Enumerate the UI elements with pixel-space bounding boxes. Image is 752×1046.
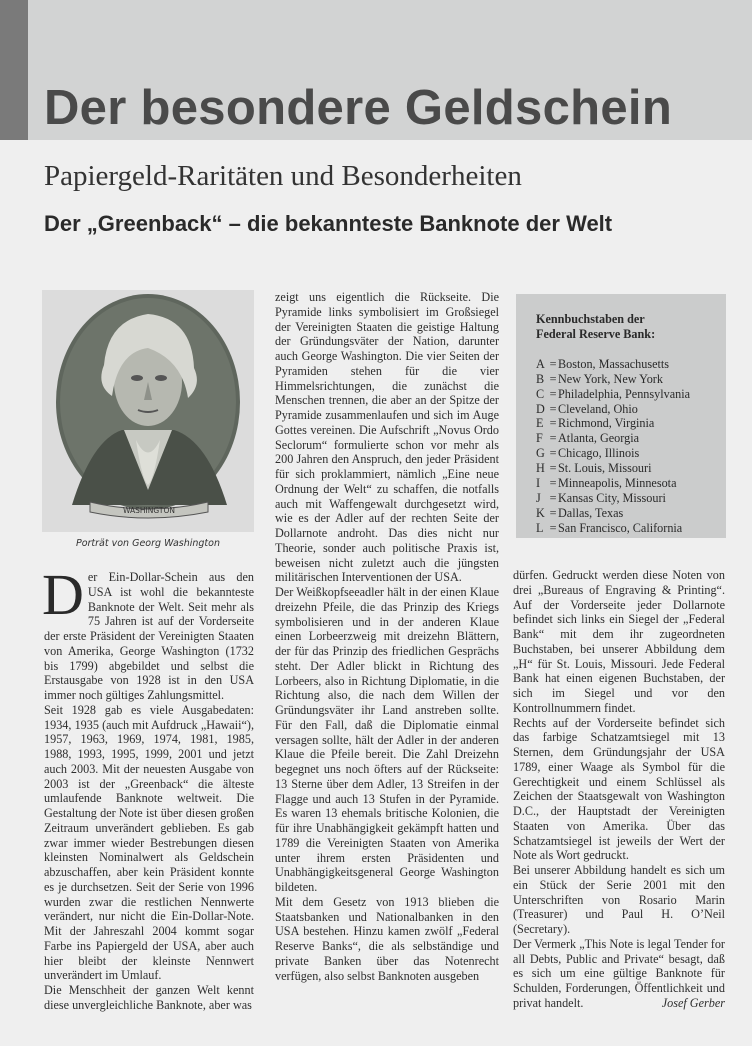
bank-letter: A: [536, 356, 545, 371]
left-accent-strip: [0, 0, 28, 140]
infobox-entry: [536, 372, 712, 387]
bank-letter: D: [536, 401, 545, 416]
infobox-entry: [536, 416, 712, 431]
article-headline: Der „Greenback“ – die bekannteste Banknote der Welt: [44, 211, 613, 236]
bank-city: San Francisco, California: [558, 520, 683, 535]
bank-letter: G: [536, 446, 545, 461]
bank-city: New York, New York: [558, 371, 663, 386]
bank-letter: H: [536, 461, 545, 476]
paragraph: Der Ein-Dollar-Schein aus den USA ist wohl die bekannteste Banknote der Welt. Seit mehr als 75 Jahren ist auf der Vorderseite der erste Präsident der Vereinigten Staaten von Amerika, George Washington (1732 bis 1799) abgebildet und selbst die Erstausgabe von 1928 ist in den USA immer noch gültiges Zahlungsmittel.: [42, 562, 254, 702]
equals-sign: =: [549, 446, 557, 461]
bank-city: Atlanta, Georgia: [558, 431, 639, 446]
equals-sign: =: [549, 476, 557, 491]
equals-sign: =: [549, 371, 557, 386]
equals-sign: =: [549, 401, 557, 416]
infobox-entry: [536, 357, 712, 372]
photo-caption: Porträt von Georg Washington: [75, 538, 220, 549]
infobox-list: [536, 357, 712, 536]
bank-letter: E: [536, 416, 544, 431]
article-column-2: [275, 290, 499, 983]
paragraph: Mit dem Gesetz von 1913 blieben die Staatsbanken und Nationalbanken in den USA bestehen. Hinzu kamen zwölf „Federal Reserve Banks“, die als selbständige und private Banken über das Notenrecht verfügen, also selbst Banknoten ausgeben: [275, 894, 499, 983]
infobox-entry: [536, 431, 712, 446]
article-column-1: [42, 562, 254, 1013]
washington-portrait-image: [42, 290, 254, 532]
bank-city: Richmond, Virginia: [558, 416, 655, 431]
bank-letter: L: [536, 520, 544, 535]
portrait-illustration: [42, 290, 254, 532]
federal-reserve-letters-box: [516, 294, 726, 538]
paragraph: zeigt uns eigentlich die Rückseite. Die Pyramide links symbolisiert im Großsiegel der Vereinigten Staaten die geistige Haltung der Gründungsväter der Nation, darunter auch George Washington. Die vier Seiten der Pyramiden stehen für die vier Himmelsrichtungen, die zunächst die Menschen trennen, die aber an der Spitze der Pyramide zusammenlaufen und sich im Auge Gottes vereinen. Die Aufschrift „Novus Ordo Seclorum“ formulierte schon vor mehr als 200 Jahren den Anspruch, den jeder Präsident für sich proklammiert, nämlich „Eine neue Ordnung der Welt“ zu schaffen, die notfalls auch mit Waffengewalt durchgesetzt wird, wie es der Adler auf der rechten Seite der Dollarnote androht. Das dies nicht nur Theorie, sonder auch politische Praxis ist, beweisen nicht zuletzt auch die jüngsten militärischen Interventionen der USA.: [275, 290, 499, 585]
infobox-entry: [536, 521, 712, 536]
page-title: Der besondere Geldschein: [44, 81, 673, 135]
bank-city: Dallas, Texas: [558, 505, 624, 520]
bank-city: Boston, Massachusetts: [558, 356, 670, 371]
infobox-entry: [536, 506, 712, 521]
equals-sign: =: [549, 416, 557, 431]
paragraph: Bei unserer Abbildung handelt es sich um ein Stück der Serie 2001 mit den Unterschriften von Rosario Marin (Treasurer) und Paul H. O’Neil (Secretary).: [513, 863, 725, 936]
portrait-engraved-label: WASHINGTON: [123, 506, 175, 515]
bank-city: Kansas City, Missouri: [558, 490, 666, 505]
infobox-entry: [536, 387, 712, 402]
paragraph: dürfen. Gedruckt werden diese Noten von drei „Bureaus of Engraving & Printing“. Auf der Vorderseite jeder Dollarnote befindet sich links ein Siegel der „Federal Bank“ mit dem ihr zugeordneten Buchstaben, bei unserer Abbildung dem „H“ für St. Louis, Missouri. Jede Federal Bank hat einen eigenen Buchstaben, der sich im Siegel und vor den Kontrollnummern findet.: [513, 568, 725, 715]
bank-letter: C: [536, 386, 545, 401]
paragraph: Seit 1928 gab es viele Ausgabedaten: 1934, 1935 (auch mit Aufdruck „Hawaii“), 1957, 1963, 1969, 1974, 1981, 1985, 1988, 1993, 1995, 1999, 2001 und jetzt auch 2003. Mit der neuesten Ausgabe von 2003 ist der „Greenback“ die älteste umlaufende Banknote weltweit. Die Gestaltung der Note ist über diesen großen Zeitraum unverändert geblieben. Es gab zwar immer wieder Bestrebungen diesen kleinsten Nominalwert als Geldschein abzuschaffen, aber kein Präsident konnte es je durchsetzen. Seit der Serie von 1996 wurden zwar die restlichen Nennwerte verändert, nur nicht die Ein-Dollar-Note. Mit der Jahreszahl 2004 kommt sogar Farbe ins Papiergeld der USA, aber auch hier bleibt der kleinste Nennwert unverändert im Umlauf.: [44, 702, 254, 983]
infobox-entry: [536, 491, 712, 506]
equals-sign: =: [549, 431, 557, 446]
equals-sign: =: [549, 520, 557, 535]
equals-sign: =: [549, 461, 557, 476]
bank-city: Minneapolis, Minnesota: [558, 476, 677, 491]
equals-sign: =: [549, 386, 557, 401]
bank-letter: K: [536, 505, 545, 520]
bank-city: Cleveland, Ohio: [558, 401, 638, 416]
bank-letter: F: [536, 431, 543, 446]
infobox-entry: [536, 476, 712, 491]
bank-city: Philadelphia, Pennsylvania: [558, 386, 691, 401]
infobox-entry: [536, 446, 712, 461]
paragraph: Rechts auf der Vorderseite befindet sich das farbige Schatzamtsiegel mit 13 Sternen, dem Gründungsjahr der USA 1789, einer Waage als Symbol für die Gerechtigkeit und einem Schlüssel als Zeichen der Staatsgewalt von Washington D.C., der Hauptstadt der Vereinigten Staaten von Amerika. Über das Schatzamtsiegel ist jeweils der Wert der Note als Wort gedruckt.: [513, 715, 725, 863]
equals-sign: =: [549, 490, 557, 505]
equals-sign: =: [549, 356, 557, 371]
bank-letter: B: [536, 371, 545, 386]
equals-sign: =: [549, 505, 557, 520]
infobox-title: Kennbuchstaben der Federal Reserve Bank:: [536, 312, 656, 341]
bank-letter: J: [536, 490, 541, 505]
infobox-entry: [536, 461, 712, 476]
bank-letter: I: [536, 476, 541, 491]
paragraph: Der Vermerk „This Note is legal Tender for all Debts, Public and Private“ besagt, daß es sich um eine gültige Banknote für Schulden, Forderungen, Öffentlichkeit und privat handelt. Josef Gerber: [513, 936, 725, 1010]
drop-cap: D: [42, 562, 84, 627]
article-column-3: [513, 568, 725, 1011]
paragraph: Die Menschheit der ganzen Welt kennt diese unvergleichliche Banknote, aber was: [44, 983, 254, 1012]
paragraph: Der Weißkopfseeadler hält in der einen Klaue dreizehn Pfeile, die das Prinzip des Kriegs symbolisieren und in der anderen Klaue einen Lorbeerzweig mit dreizehn Blättern, der für das Prinzip des friedlichen Gesprächs steht. Der Adler blickt in Richtung des Lorbeers, also in Richtung Diplomatie, in die Richtung also, die nach dem Willen der Gründungsväter ihr Land anstreben sollte. Für den Fall, daß die Diplomatie einmal versagen sollte, hält der Adler in der anderen Klaue die Pfeile bereit. Die Zahl Dreizehn begegnet uns noch öfters auf der Rückseite: 13 Sterne über dem Adler, 13 Streifen in der Flagge und auch 13 Stufen in der Pyramide. Es waren 13 ehemals britische Kolonien, die für ihre Unabhängigkeit gekämpft hatten und 1789 die Vereinigten Staaten von Amerika unter ihrem ersten Präsidenten und Unabhängigkeitsgeneral George Washington bildeten.: [275, 585, 499, 894]
author-signature: Josef Gerber: [661, 995, 725, 1010]
bank-city: Chicago, Illinois: [558, 446, 640, 461]
infobox-entry: [536, 402, 712, 417]
bank-city: St. Louis, Missouri: [558, 461, 652, 476]
page-subtitle: Papiergeld-Raritäten und Besonderheiten: [44, 160, 522, 192]
